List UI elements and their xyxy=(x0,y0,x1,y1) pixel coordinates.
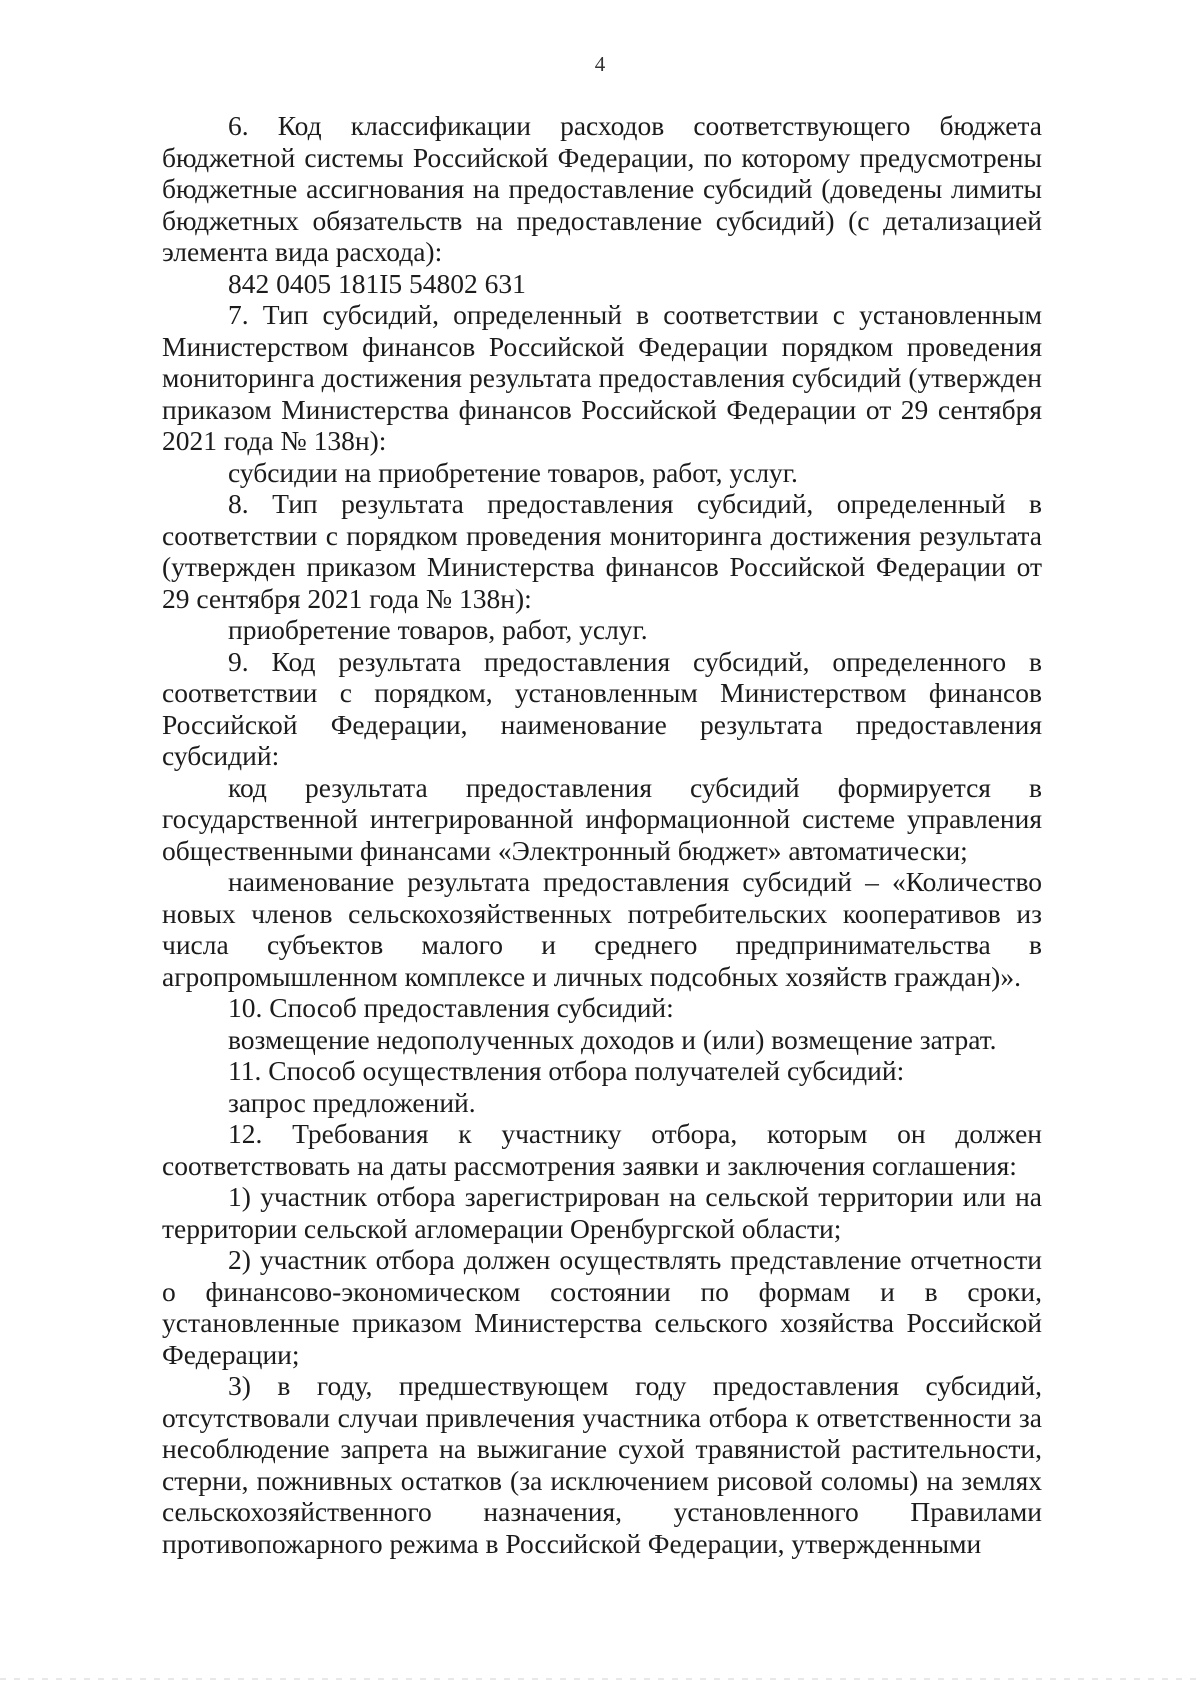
result-type-value: приобретение товаров, работ, услуг. xyxy=(228,614,648,645)
page-number: 4 xyxy=(594,52,606,76)
requirement-3: 3) в году, предшествующем году предоставления субсидий, отсутствовали случаи привлечения участника отбора к ответственности за несоблюдение запрета на выжигание сухой травянистой растительности, стерни, пожнивных остатков (за исключением рисовой соломы) на землях сельскохозяйственного назначения, установленного Правилами противопожарного режима в Российской Федерации, утвержденными xyxy=(162,1370,1042,1559)
budget-code: 842 0405 181I5 54802 631 xyxy=(228,267,526,299)
result-code-text: код результата предоставления субсидий формируется в государственной интегрированной информационной системе управления общественными финансами «Электронный бюджет» автоматически; xyxy=(162,771,1042,866)
paragraph-7: 7. Тип субсидий, определенный в соответствии с установленным Министерством финансов Российской Федерации порядком проведения мониторинга достижения результата предоставления субсидий (утвержден приказом Министерства финансов Российской Федерации от 29 сентября 2021 года № 138н): xyxy=(162,299,1042,456)
subsidy-type-value: субсидии на приобретение товаров, работ, услуг. xyxy=(228,456,798,488)
selection-method-value: запрос предложений. xyxy=(228,1086,476,1118)
paragraph-11: 11. Способ осуществления отбора получателей субсидий: xyxy=(228,1055,905,1086)
paragraph-6: 6. Код классификации расходов соответствующего бюджета бюджетной системы Российской Федерации, по которому предусмотрены бюджетные ассигнования на предоставление субсидий (доведены лимиты бюджетных обязательств на предоставление субсидий) (с детализацией элемента вида расхода): xyxy=(162,110,1042,267)
scan-edge-artifact xyxy=(0,1678,1200,1680)
document-body xyxy=(162,110,1042,1559)
requirement-1: 1) участник отбора зарегистрирован на сельской территории или на территории сельской агломерации Оренбургской области; xyxy=(162,1181,1042,1244)
paragraph-10: 10. Способ предоставления субсидий: xyxy=(228,992,674,1023)
paragraph-9: 9. Код результата предоставления субсидий, определенного в соответствии с порядком, установленным Министерством финансов Российской Федерации, наименование результата предоставления субсидий: xyxy=(162,645,1042,771)
requirement-2: 2) участник отбора должен осуществлять представление отчетности о финансово-экономическом состоянии по формам и в сроки, установленные приказом Министерства сельского хозяйства Российской Федерации; xyxy=(162,1244,1042,1370)
paragraph-8: 8. Тип результата предоставления субсидий, определенный в соответствии с порядком проведения мониторинга достижения результата (утвержден приказом Министерства финансов Российской Федерации от 29 сентября 2021 года № 138н): xyxy=(162,488,1042,614)
provision-method-value: возмещение недополученных доходов и (или) возмещение затрат. xyxy=(228,1023,997,1055)
result-name-text: наименование результата предоставления субсидий – «Количество новых членов сельскохозяйственных потребительских кооперативов из числа субъектов малого и среднего предпринимательства в агропромышленном комплексе и личных подсобных хозяйств граждан)». xyxy=(162,866,1042,992)
paragraph-12: 12. Требования к участнику отбора, которым он должен соответствовать на даты рассмотрения заявки и заключения соглашения: xyxy=(162,1118,1042,1181)
